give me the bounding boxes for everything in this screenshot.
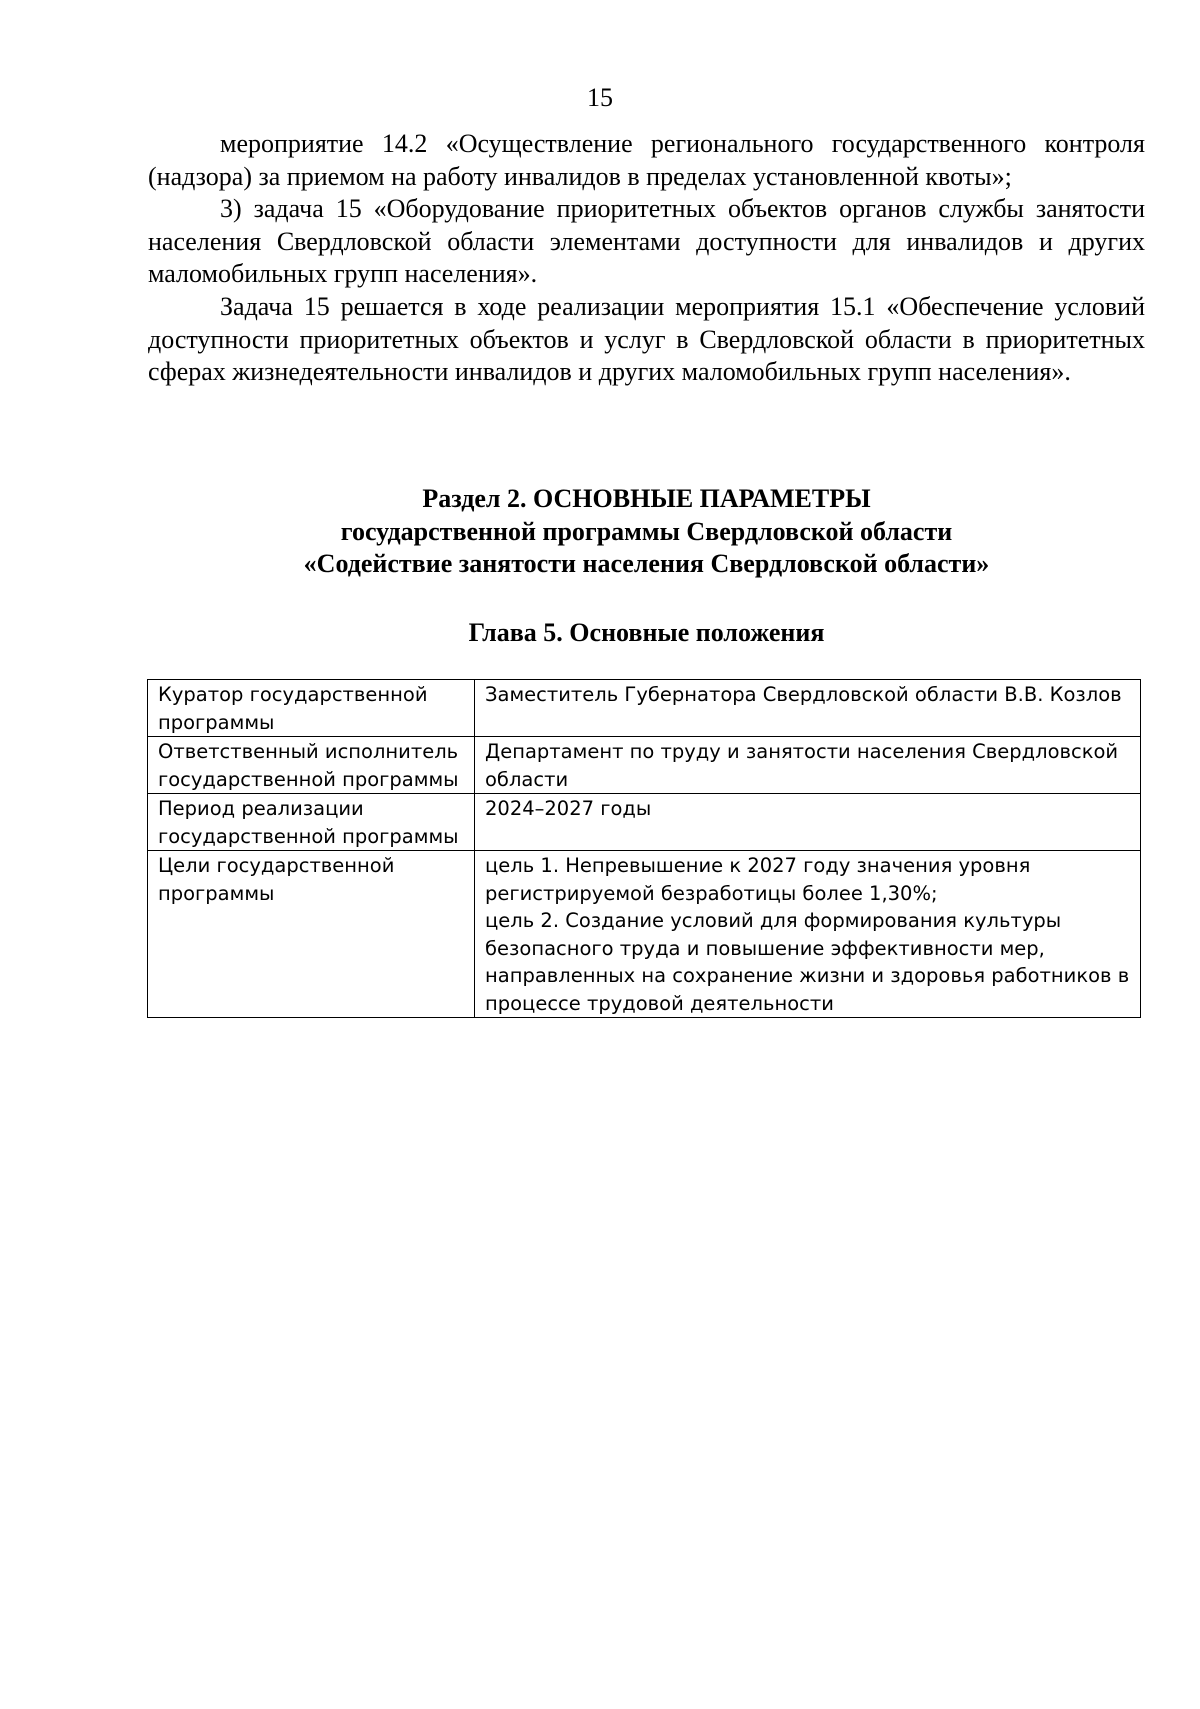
table-row	[148, 851, 1141, 1018]
row-label-period: Период реализации государственной программы	[148, 794, 475, 851]
paragraph-task-15-solution: Задача 15 решается в ходе реализации мероприятия 15.1 «Обеспечение условий доступности приоритетных объектов и услуг в Свердловской области в приоритетных сферах жизнедеятельности инвалидов и других маломобильных групп населения».	[148, 291, 1145, 387]
section-heading	[148, 483, 1145, 581]
section-heading-line-3: «Содействие занятости населения Свердловской области»	[303, 549, 990, 578]
program-parameters-table	[147, 679, 1141, 1018]
row-value-executor: Департамент по труду и занятости населения Свердловской области	[475, 737, 1141, 794]
table-row	[148, 794, 1141, 851]
table-row	[148, 680, 1141, 737]
goal-1-text: цель 1. Непревышение к 2027 году значения уровня регистрируемой безработицы более 1,30%;	[485, 854, 1031, 905]
paragraph-measure-14-2: мероприятие 14.2 «Осуществление регионального государственного контроля (надзора) за приемом на работу инвалидов в пределах установленной квоты»;	[148, 129, 1145, 191]
row-value-goals	[475, 851, 1141, 1018]
body-text	[148, 128, 1145, 389]
row-label-curator: Куратор государственной программы	[148, 680, 475, 737]
paragraph-task-15: 3) задача 15 «Оборудование приоритетных объектов органов службы занятости населения Свердловской области элементами доступности для инвалидов и других маломобильных групп населения».	[148, 194, 1145, 289]
row-label-goals: Цели государственной программы	[148, 851, 475, 1018]
row-value-curator: Заместитель Губернатора Свердловской области В.В. Козлов	[475, 680, 1141, 737]
table-row	[148, 737, 1141, 794]
page-number: 15	[587, 83, 613, 112]
row-value-period: 2024–2027 годы	[475, 794, 1141, 851]
chapter-heading: Глава 5. Основные положения	[468, 618, 825, 647]
row-label-executor: Ответственный исполнитель государственной программы	[148, 737, 475, 794]
goal-2-text: цель 2. Создание условий для формирования культуры безопасного труда и повышение эффективности мер, направленных на сохранение жизни и здоровья работников в процессе трудовой деятельности	[485, 909, 1130, 1015]
section-heading-line-2: государственной программы Свердловской области	[340, 516, 953, 546]
section-heading-line-1: Раздел 2. ОСНОВНЫЕ ПАРАМЕТРЫ	[422, 484, 871, 513]
